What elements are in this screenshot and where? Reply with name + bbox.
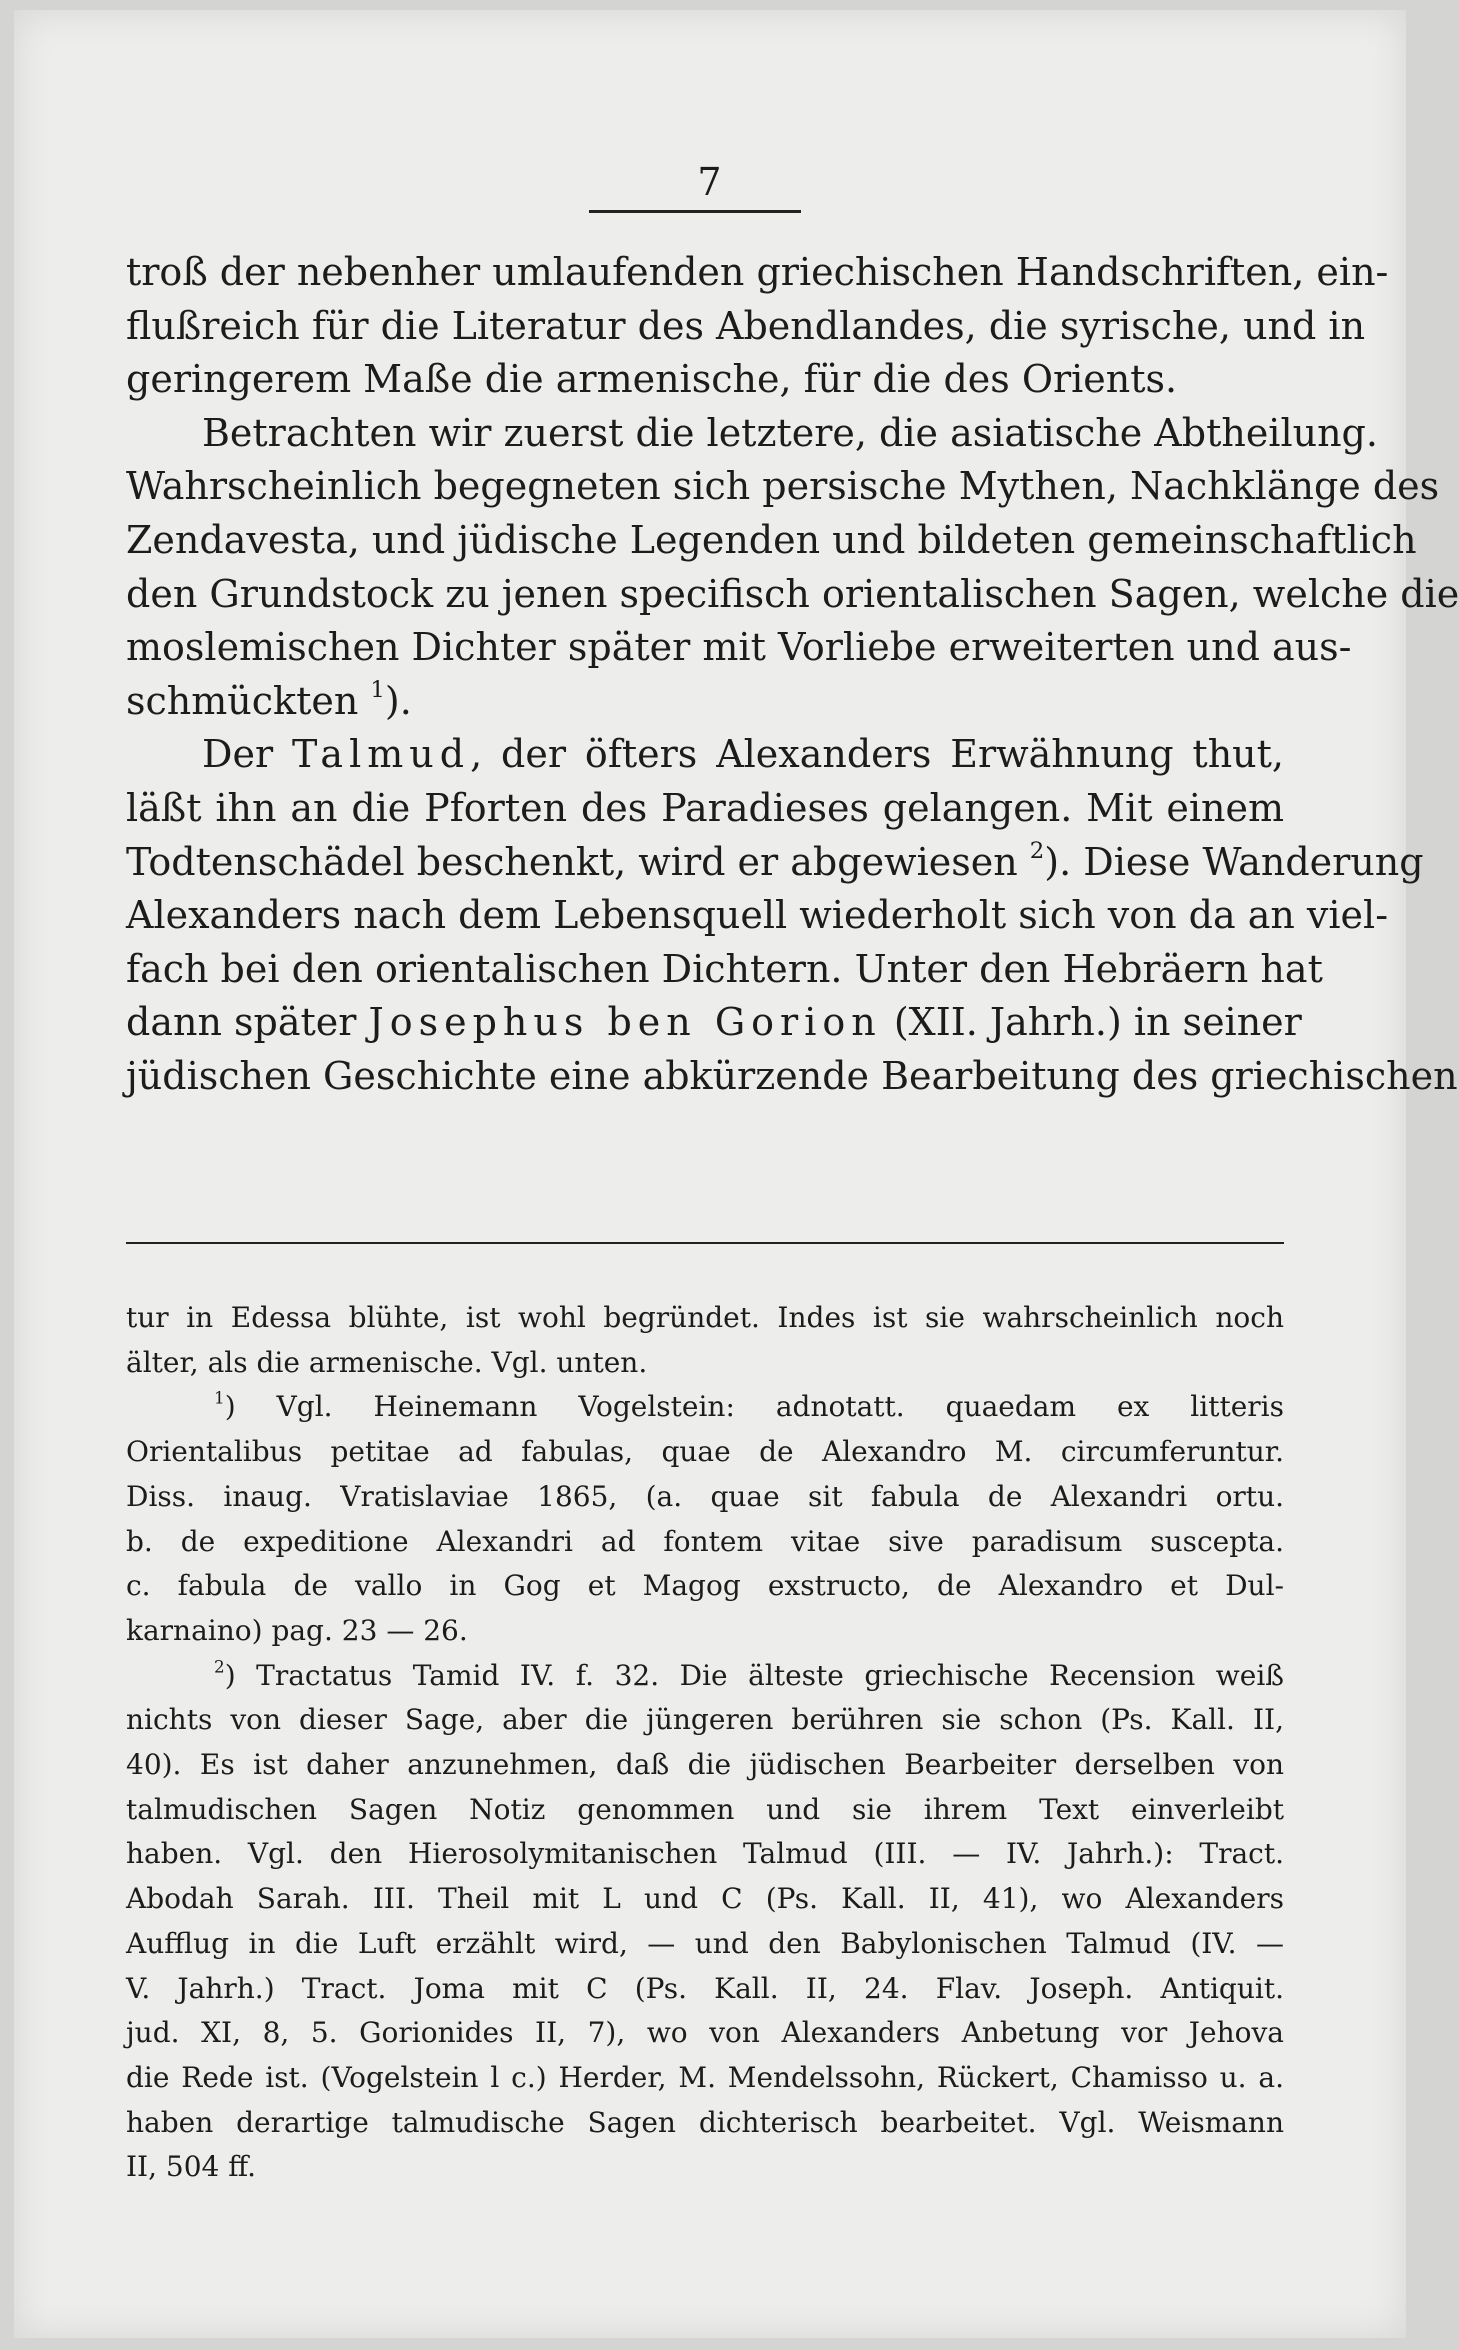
text-line: jüdischen Geschichte eine abkürzende Bearbeitung des griechischen [126,1053,1458,1098]
footnote-ref: 1 [370,676,385,703]
footnote-ref: 2 [1029,837,1045,864]
footnote-line: haben. Vgl. den Hierosolymitanischen Talmud (III. — IV. Jahrh.): Tract. [126,1837,1284,1871]
footnote-line: II, 504 ff. [126,2150,257,2184]
footnote-line: Abodah Sarah. III. Theil mit L und C (Ps. Kall. II, 41), wo Alexanders [126,1882,1284,1916]
footnote-line: c. fabula de vallo in Gog et Magog exstructo, de Alexandro et Dul- [126,1569,1284,1603]
text-line: fach bei den orientalischen Dichtern. Unter den Hebräern hat [126,946,1323,991]
book-page [14,10,1459,2338]
footnote-line: V. Jahrh.) Tract. Joma mit C (Ps. Kall. II, 24. Flav. Joseph. Antiquit. [126,1971,1284,2005]
text-line: flußreich für die Literatur des Abendlandes, die syrische, und in [126,303,1366,348]
text-line: den Grundstock zu jenen specifisch orientalischen Sagen, welche die [126,571,1459,616]
text-run: Der [202,732,293,777]
text-line [126,675,1284,729]
emphasized-name: Josephus ben Gorion [368,1000,882,1045]
text-line [126,728,1284,782]
footnote-line: karnaino) pag. 23 — 26. [126,1613,468,1647]
footnote-line: haben derartige talmudische Sagen dichterisch bearbeitet. Vgl. Weismann [126,2105,1284,2139]
text-run: dann später [126,1000,369,1045]
text-line: troß der nebenher umlaufenden griechischen Handschriften, ein- [126,250,1389,294]
footnote-line: tur in Edessa blühte, ist wohl begründet. Indes ist sie wahrscheinlich noch [126,1301,1284,1334]
text-line [126,836,1424,890]
text-line: geringerem Maße die armenische, für die des Orients. [126,357,1178,402]
text-line: Wahrscheinlich begegneten sich persische Mythen, Nachklänge des [126,464,1440,509]
footnote-line: die Rede ist. (Vogelstein l c.) Herder, M. Mendelssohn, Rückert, Chamisso u. a. [126,2060,1284,2094]
footnote-marker: 2 [214,1656,225,1677]
footnote-line: Orientalibus petitae ad fabulas, quae de Alexandro M. circumferuntur. [126,1435,1284,1469]
footnote-line [126,1385,1284,1430]
text-run: , der öfters Alexanders Erwähnung thut, [470,732,1284,777]
text-line: Alexanders nach dem Lebensquell wiederholt sich von da an viel- [126,893,1389,938]
emphasized-name: Talmud [292,732,471,777]
header-rule [589,210,801,213]
footnote-line: b. de expeditione Alexandri ad fontem vitae sive paradisum suscepta. [126,1524,1284,1558]
footnotes [126,1296,1284,2190]
text-line: moslemischen Dichter später mit Vorliebe erweiterten und aus- [126,625,1352,670]
text-run: schmückten [126,678,359,723]
footnote-line: jud. XI, 8, 5. Gorionides II, 7), wo von Alexanders Anbetung vor Jehova [126,2016,1284,2050]
footnote-line: Diss. inaug. Vratislaviae 1865, (a. quae sit fabula de Alexandri ortu. [126,1479,1284,1513]
text-run: ). [384,678,412,723]
text-run: Todtenschädel beschenkt, wird er abgewiesen [126,839,1018,884]
footnote-line: 40). Es ist daher anzunehmen, daß die jüdischen Bearbeiter derselben von [126,1748,1284,1782]
footnote-line: talmudischen Sagen Notiz genommen und sie ihrem Text einverleibt [126,1792,1284,1826]
text-run: ). Diese Wanderung [1044,839,1424,884]
footnote-line [126,1654,1284,1699]
text-run: ) Vgl. Heinemann Vogelstein: adnotatt. quaedam ex litteris [224,1390,1284,1424]
footnote-line: nichts von dieser Sage, aber die jüngeren berühren sie schon (Ps. Kall. II, [126,1703,1284,1737]
text-line: Zendavesta, und jüdische Legenden und bildeten gemeinschaftlich [126,517,1417,562]
footnote-rule [126,1242,1284,1244]
footnote-line: Aufflug in die Luft erzählt wird, — und den Babylonischen Talmud (IV. — [126,1926,1284,1960]
text-line: läßt ihn an die Pforten des Paradieses gelangen. Mit einem [126,785,1284,830]
text-line [126,996,1302,1050]
footnote-marker: 1 [214,1387,225,1408]
text-run: (XII. Jahrh.) in seiner [881,1000,1302,1045]
main-text [126,246,1459,1104]
text-run: ) Tractatus Tamid IV. f. 32. Die älteste griechische Recension weiß [224,1658,1284,1692]
page-number: 7 [697,160,723,204]
footnote-line: älter, als die armenische. Vgl. unten. [126,1345,648,1379]
text-line: Betrachten wir zuerst die letztere, die asiatische Abtheilung. [202,410,1378,455]
